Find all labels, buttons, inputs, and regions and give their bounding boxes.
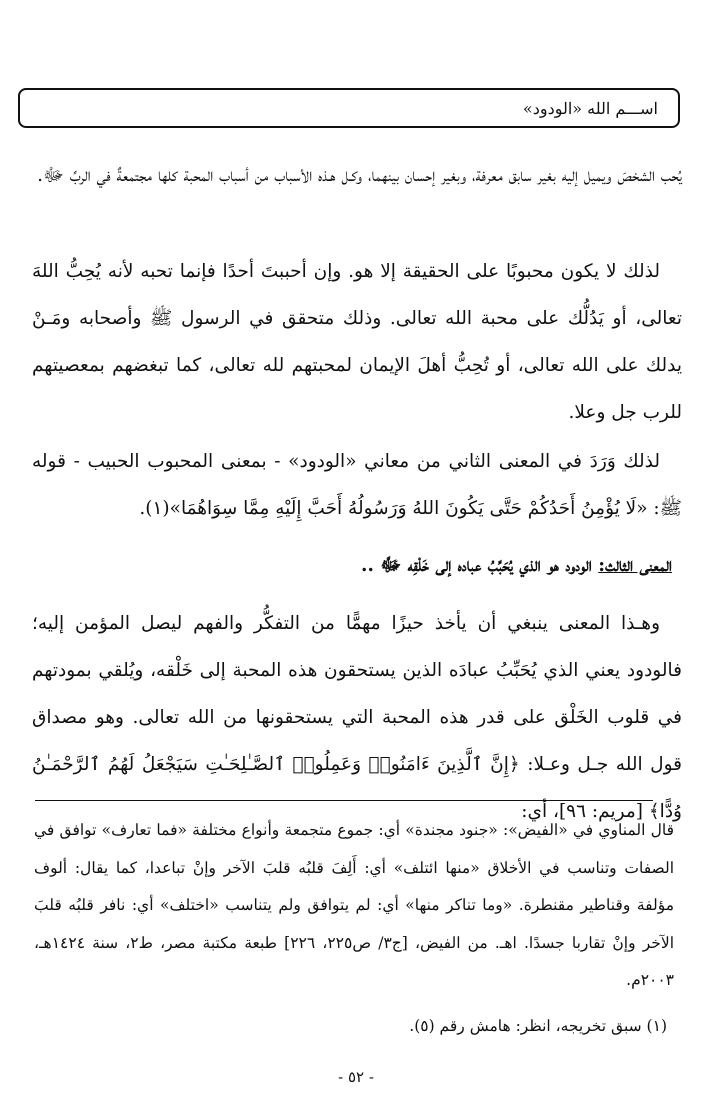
third-meaning-label: المعنى الثالث: — [598, 555, 672, 576]
running-header — [18, 88, 680, 128]
paragraph-5: وهـذا المعنى ينبغي أن يأخذ حيزًا مهمًّا من التفكُّر والفهم ليصل المؤمن إليه؛ فالودود يعني الذي يُحَبِّبُ عبادَه الذين يستحقون هذه المحبة إلى خَلْقه، ويُلقي بمودتهم في قلوب الخَلْق على قدر هذه المحبة التي يستحقونها من الله تعالى. وهو مصداق قول الله جـل وعـلا: ﴿إِنَّ ٱلَّذِينَ ءَامَنُوا۟ وَعَمِلُوا۟ ٱلصَّـٰلِحَـٰتِ سَيَجْعَلُ لَهُمُ ٱلرَّحْمَـٰنُ وُدًّا﴾ [مريم: ٩٦]، أي: — [32, 613, 682, 822]
paragraph-1: يُحب الشخصَ ويميل إليه بغير سابق معرفة، وبغير إحسان بينهما، وكـل هـذه الأسباب من أسباب المحبة كلها مجتمعةٌ في الربِّ ﷻ. — [37, 165, 682, 186]
footnote-text: قال المناوي في «الفيض»: «جنود مجندة» أي: جموع متجمعة وأنواع مختلفة «فما تعارف» توافق في الصفات وتناسب في الأخلاق «منها ائتلف» أي: أَلِفَ قلبُه قلبَ الآخر وإنْ تباعدا، كما يقال: ألوف مؤلفة وقناطير مقنطرة. «وما تناكر منها» أي: لم يتوافق ولم يتناسب «اختلف» أي: نافر قلبُه قلبَ الآخر وإنْ تقاربا جسدًا. اهـ. من الفيض، [ج٣/ ص٢٢٥، ٢٢٦] طبعة مكتبة مصر، ط٢، سنة ١٤٢٤هـ، ٢٠٠٣م. — [34, 821, 675, 989]
paragraph-3: لذلك وَرَدَ في المعنى الثاني من معاني «الودود» - بمعنى المحبوب الحبيب - قوله ﷺ: «لَا يُؤْمِنُ أَحَدُكُمْ حَتَّى يَكُونَ اللهُ وَرَسُولُهُ أَحَبَّ إِلَيْهِ مِمَّا سِوَاهُمَا»(١). — [32, 451, 682, 519]
paragraph-2: لذلك لا يكون محبوبًا على الحقيقة إلا هو. وإن أحببتَ أحدًا فإنما تحبه لأنه يُحِبُّ اللهَ تعالى، أو يَدُلُّك على محبة الله تعالى. وذلك متحقق في الرسول ﷺ وأصحابه ومَـنْ يدلك على الله تعالى، أو تُحِبُّ أهلَ الإيمان لمحبتهم لله تعالى، كما تبغضهم بمعصيتهم للرب جل وعلا. — [32, 261, 682, 423]
third-meaning-text: الودود هو الذي يُحَبِّبُ عباده إلى خَلْقِه ﷻ .. — [361, 555, 599, 576]
header-title: اســـم الله «الودود» — [522, 99, 658, 118]
footnote-1: (١) سبق تخريجه، انظر: هامش رقم (٥). — [409, 1017, 667, 1035]
page-number: - ٥٢ - — [338, 1068, 374, 1086]
footnote-divider — [35, 800, 653, 801]
paragraph-4 — [361, 546, 672, 586]
